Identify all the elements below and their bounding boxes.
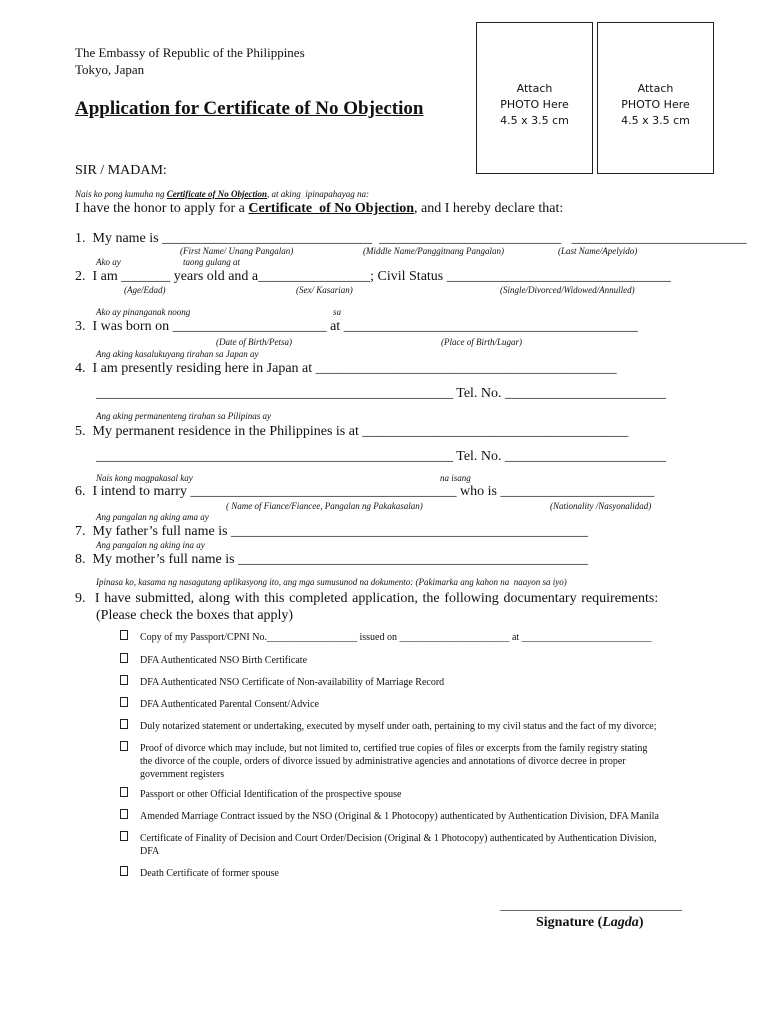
intro-tagalog: Nais ko pong kumuha ng Certificate of No Objection, at aking ipinapahayag na: (75, 189, 369, 199)
checklist-item-marriage-contract: Amended Marriage Contract issued by the NSO (Original & 1 Photocopy) authenticated by Authentication Division, DFA Manila (140, 811, 659, 822)
item-4-tagalog: Ang aking kasalukuyang tirahan sa Japan ay (96, 349, 259, 359)
checklist-item-cenomar: DFA Authenticated NSO Certificate of Non-availability of Marriage Record (140, 677, 445, 688)
label-middle-name: (Middle Name/Panggitnang Pangalan) (363, 246, 504, 256)
form-title: Application for Certificate of No Objection (75, 98, 424, 119)
checkbox[interactable] (120, 697, 128, 707)
item-2-age-line[interactable]: 2. I am _______ years old and a________________; Civil Status ________________________________ (75, 269, 671, 284)
item-3-birth-line[interactable]: 3. I was born on ______________________ at __________________________________________ (75, 319, 638, 334)
label-civil-status: (Single/Divorced/Widowed/Annulled) (500, 285, 635, 295)
label-fiance-name: ( Name of Fiance/Fiancee, Pangalan ng Pakakasalan) (226, 501, 423, 511)
signature-line[interactable]: ____________________________ (500, 897, 682, 912)
photo-box-left[interactable] (476, 22, 593, 174)
item-6-marry-line[interactable]: 6. I intend to marry ______________________________________ who is ______________________ (75, 484, 655, 499)
checklist-item-notarized-statement: Duly notarized statement or undertaking, executed by myself under oath, pertaining to my civil status and the fact of my divorce; (140, 721, 657, 732)
item-8-mother-line[interactable]: 8. My mother’s full name is __________________________________________________ (75, 552, 589, 567)
checklist-item-proof-of-divorce: Proof of divorce which may include, but not limited to, certified true copies of files or excerpts from the family registry stating (140, 743, 648, 754)
item-3-tagalog-b: sa (333, 307, 342, 317)
salutation: SIR / MADAM: (75, 163, 167, 178)
signature-label: Signature (Lagda) (536, 915, 644, 930)
label-first-name: (First Name/ Unang Pangalan) (180, 246, 294, 256)
checkbox[interactable] (120, 809, 128, 819)
photo-box-line: PHOTO Here (621, 98, 690, 111)
label-last-name: (Last Name/Apelyido) (558, 246, 638, 256)
checklist-item-proof-of-divorce: the divorce of the couple, orders of divorce issued by administrative agencies and annotations of divorce decree in proper (140, 756, 626, 767)
checklist-item-parental-consent: DFA Authenticated Parental Consent/Advice (140, 699, 319, 710)
photo-box-right[interactable] (597, 22, 714, 174)
item-1-name-line[interactable]: 1. My name is ______________________________ __________________________ _________________________ (75, 231, 747, 246)
item-6-tagalog-a: Nais kong magpakasal kay (96, 473, 193, 483)
photo-box-line: PHOTO Here (500, 98, 569, 111)
item-5-tel-line[interactable]: ___________________________________________________ Tel. No. _______________________ (96, 449, 667, 464)
item-9-tagalog: Ipinasa ko, kasama ng nasagutang aplikasyong ito, ang mga sumusunod na dokumento: (Pakimarka ang kahon na naayon sa iyo) (96, 577, 567, 587)
checklist-item-certificate-finality: Certificate of Finality of Decision and Court Order/Decision (Original & 1 Photocopy) authenticated by Authentication Division, (140, 833, 657, 844)
checklist-item-passport: Copy of my Passport/CPNI No.__________________ issued on ______________________ at __________________________ (140, 632, 652, 643)
photo-box-line: 4.5 x 3.5 cm (500, 114, 569, 127)
checkbox[interactable] (120, 719, 128, 729)
label-nationality: (Nationality /Nasyonalidad) (550, 501, 652, 511)
item-3-tagalog-a: Ako ay pinanganak noong (96, 307, 191, 317)
label-sex: (Sex/ Kasarian) (296, 285, 353, 295)
item-9-check-instruction: (Please check the boxes that apply) (96, 608, 294, 623)
item-2-tagalog-a: Ako ay (96, 257, 121, 267)
checklist-item-spouse-id: Passport or other Official Identification of the prospective spouse (140, 789, 402, 800)
embassy-city: Tokyo, Japan (75, 62, 145, 77)
checklist-item-birth-cert: DFA Authenticated NSO Birth Certificate (140, 655, 308, 666)
checkbox[interactable] (120, 741, 128, 751)
item-5-tagalog: Ang aking permanenteng tirahan sa Pilipinas ay (96, 411, 271, 421)
item-5-permanent-line[interactable]: 5. My permanent residence in the Philippines is at ______________________________________ (75, 424, 629, 439)
item-7-father-line[interactable]: 7. My father’s full name is ___________________________________________________ (75, 524, 589, 539)
label-place-of-birth: (Place of Birth/Lugar) (441, 337, 522, 347)
label-age: (Age/Edad) (124, 285, 166, 295)
checklist-item-certificate-finality: DFA (140, 846, 160, 857)
label-date-of-birth: (Date of Birth/Petsa) (216, 337, 292, 347)
item-4-residence-line[interactable]: 4. I am presently residing here in Japan at ___________________________________________ (75, 361, 617, 376)
checkbox[interactable] (120, 787, 128, 797)
item-6-tagalog-b: na isang (440, 473, 471, 483)
checklist-item-proof-of-divorce: government registers (140, 769, 225, 780)
item-4-tel-line[interactable]: ___________________________________________________ Tel. No. _______________________ (96, 386, 667, 401)
checkbox[interactable] (120, 653, 128, 663)
item-7-tagalog: Ang pangalan ng aking ama ay (96, 512, 209, 522)
checklist-item-death-certificate: Death Certificate of former spouse (140, 868, 279, 879)
item-9-requirements-line: 9. I have submitted, along with this completed application, the following documentary requirements: (75, 591, 659, 606)
checkbox[interactable] (120, 831, 128, 841)
photo-box-line: Attach (637, 82, 674, 95)
photo-box-line: 4.5 x 3.5 cm (621, 114, 690, 127)
checkbox[interactable] (120, 866, 128, 876)
embassy-name: The Embassy of Republic of the Philippines (75, 45, 305, 60)
item-2-tagalog-b: taong gulang at (183, 257, 241, 267)
item-8-tagalog: Ang pangalan ng aking ina ay (96, 540, 205, 550)
photo-box-line: Attach (516, 82, 553, 95)
checkbox[interactable] (120, 675, 128, 685)
intro-english: I have the honor to apply for a Certificate of No Objection, and I hereby declare that: (75, 201, 564, 216)
checkbox[interactable] (120, 630, 128, 640)
